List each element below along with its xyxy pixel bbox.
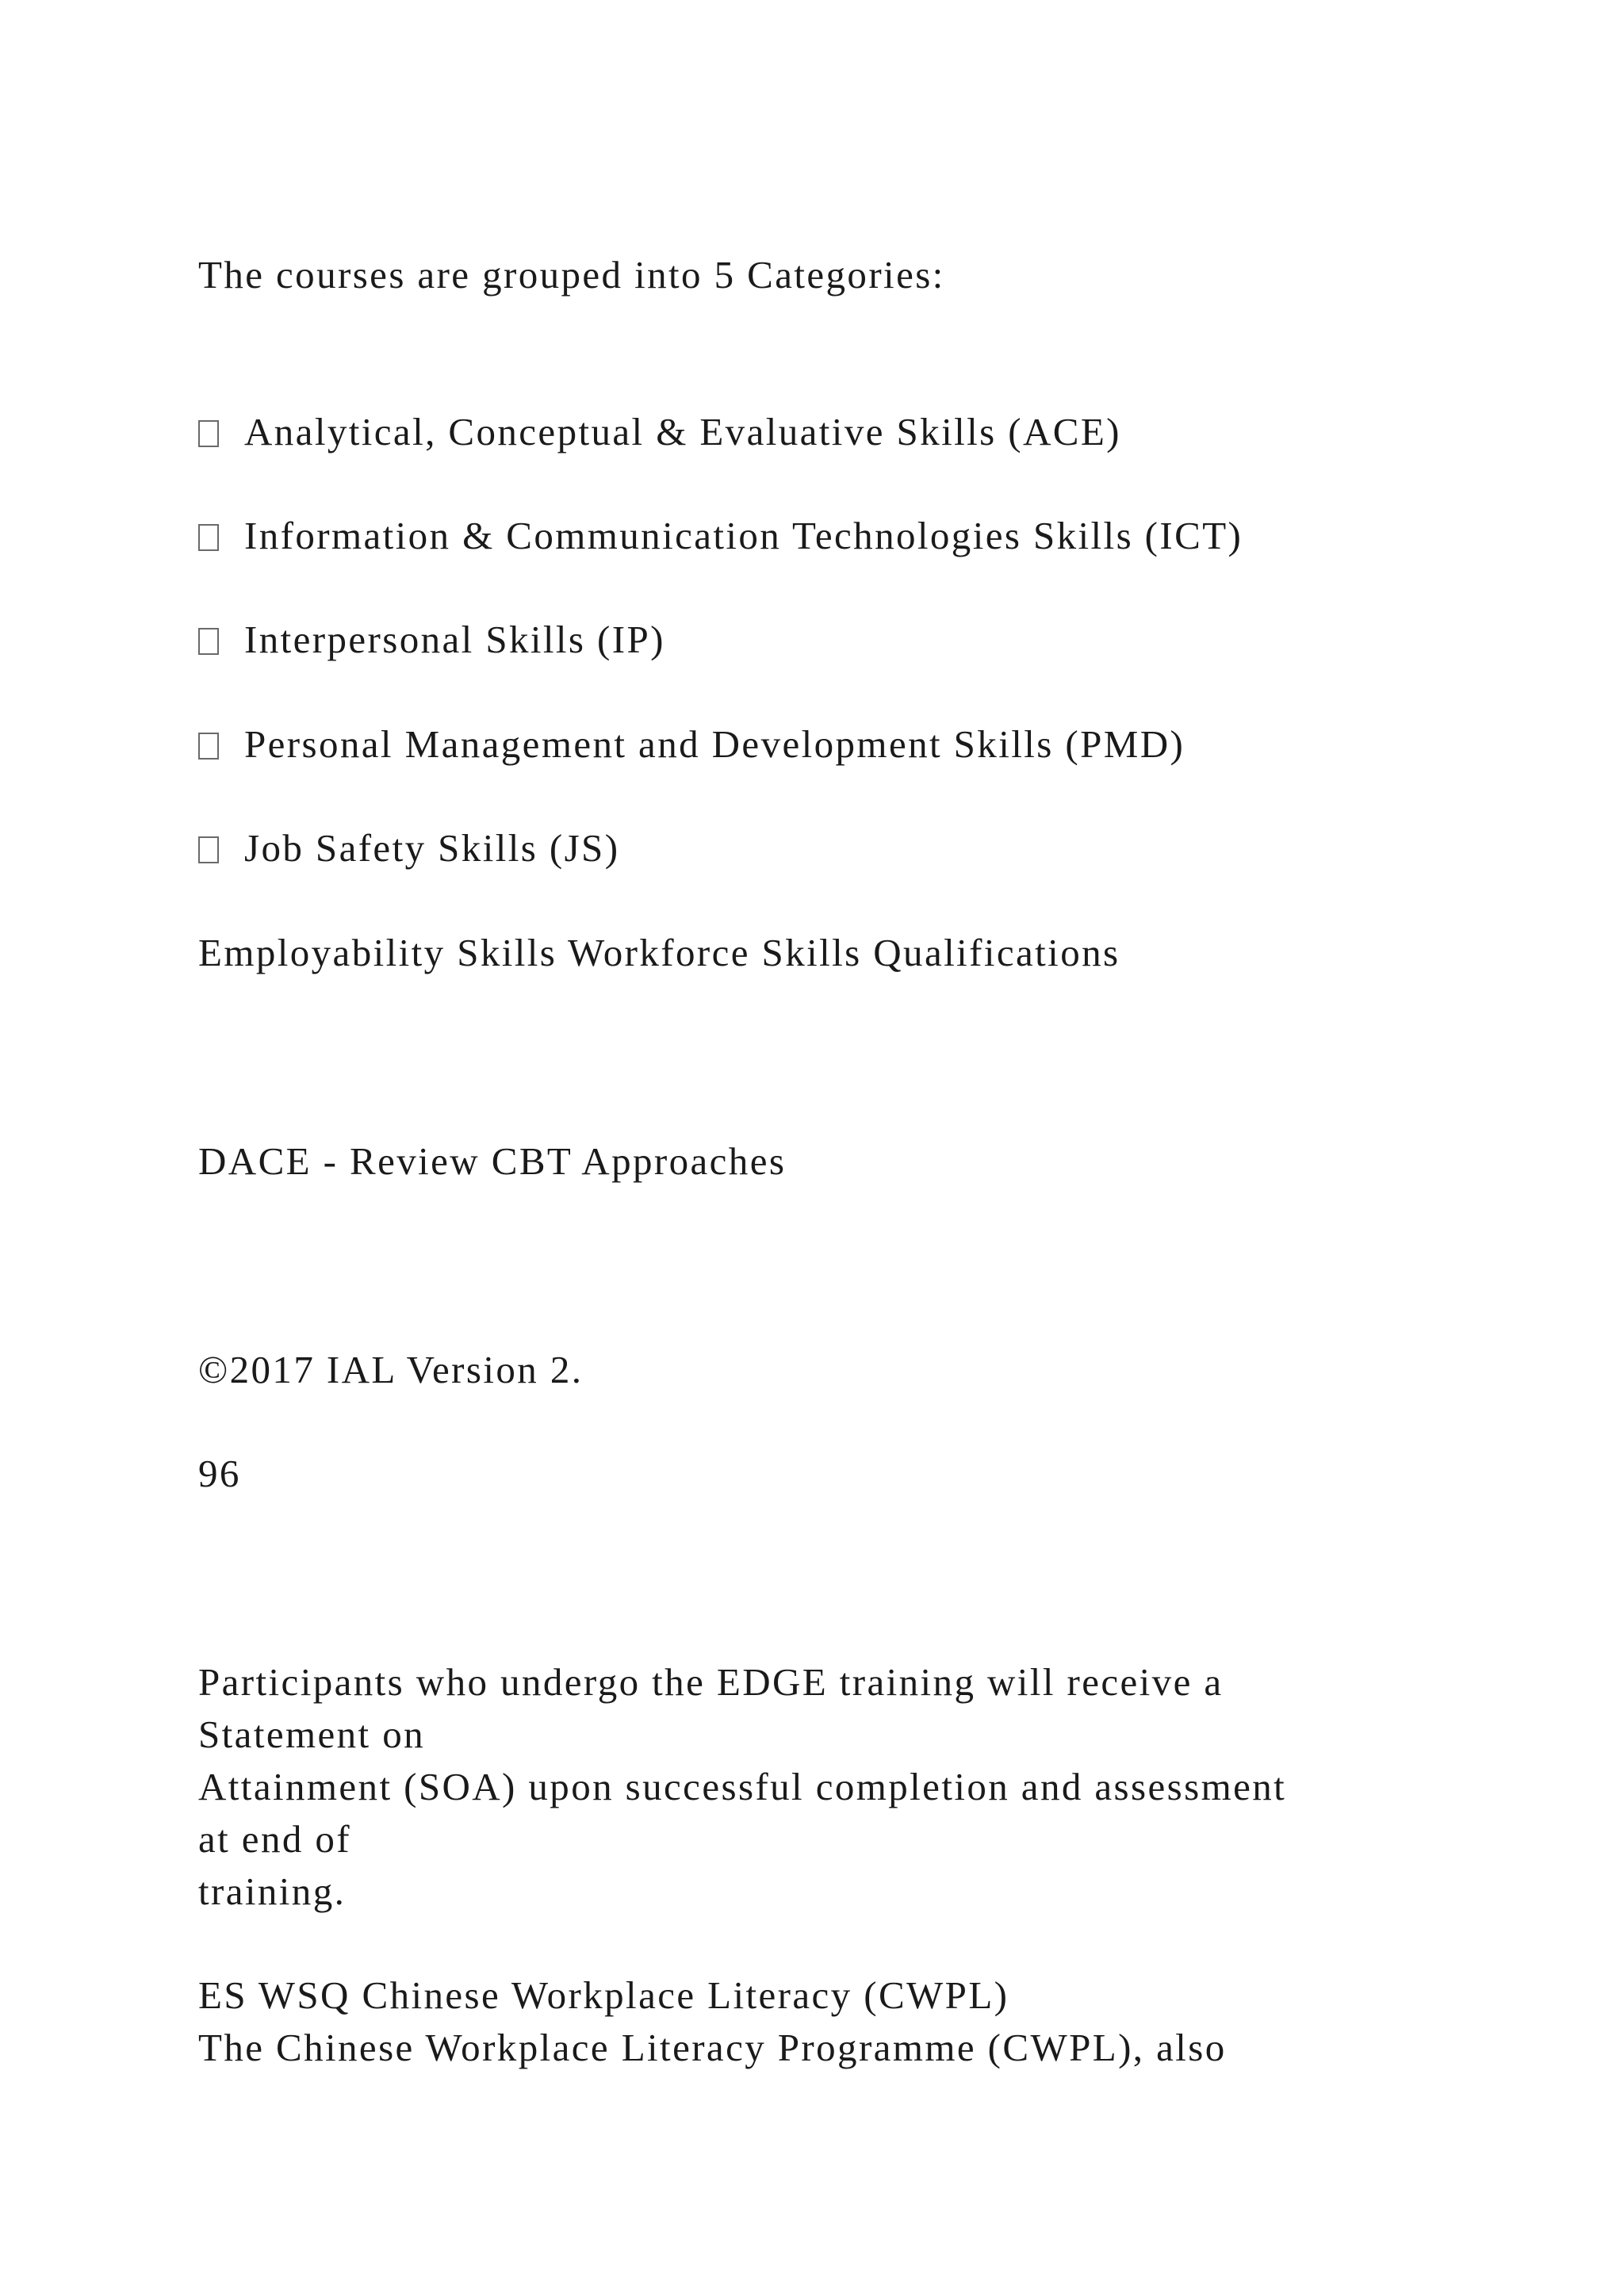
missing-glyph-bullet-icon — [198, 836, 219, 863]
category-label: Analytical, Conceptual & Evaluative Skills (ACE) — [244, 410, 1121, 453]
category-item — [198, 826, 620, 870]
paragraph-line: Statement on — [198, 1712, 426, 1756]
intro-text: The courses are grouped into 5 Categories: — [198, 253, 945, 297]
missing-glyph-bullet-icon — [198, 733, 219, 760]
category-label: Information & Communication Technologies Skills (ICT) — [244, 514, 1243, 557]
category-label: Job Safety Skills (JS) — [244, 826, 620, 870]
section-title: ES WSQ Chinese Workplace Literacy (CWPL) — [198, 1973, 1009, 2017]
missing-glyph-bullet-icon — [198, 524, 219, 551]
category-item — [198, 722, 1185, 766]
missing-glyph-bullet-icon — [198, 420, 219, 447]
category-label: Interpersonal Skills (IP) — [244, 618, 665, 661]
page-number: 96 — [198, 1452, 241, 1495]
category-item — [198, 412, 1121, 451]
tagline: Employability Skills Workforce Skills Qualifications — [198, 931, 1120, 974]
paragraph-line: at end of — [198, 1817, 352, 1861]
course-title: DACE - Review CBT Approaches — [198, 1139, 787, 1183]
missing-glyph-bullet-icon — [198, 628, 219, 655]
category-item — [198, 620, 665, 659]
copyright-text: ©2017 IAL Version 2. — [198, 1348, 584, 1391]
category-item — [198, 516, 1243, 555]
paragraph-line: Participants who undergo the EDGE training will receive a — [198, 1660, 1224, 1704]
category-label: Personal Management and Development Skills (PMD) — [244, 722, 1185, 766]
section-text: The Chinese Workplace Literacy Programme (CWPL), also — [198, 2026, 1227, 2069]
paragraph-line: Attainment (SOA) upon successful completion and assessment — [198, 1765, 1287, 1808]
paragraph-line: training. — [198, 1869, 347, 1913]
